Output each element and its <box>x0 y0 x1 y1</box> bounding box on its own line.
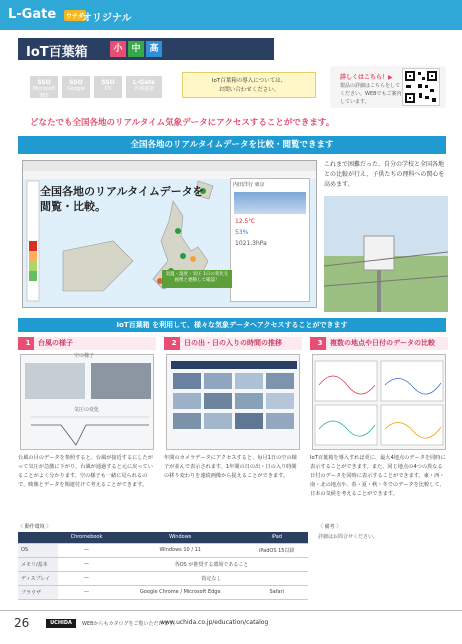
subsection-band: IoT百葉箱 を利用して、様々な気象データへアクセスすることができます <box>18 318 446 332</box>
temperature-value: 12.5℃ <box>235 218 256 225</box>
inquiry-notice: IoT百葉箱の導入については、 お問い合わせください。 <box>182 72 316 98</box>
sso-badge: L-Gate 名簿連携 <box>126 76 162 98</box>
multi-site-screenshot <box>312 354 446 450</box>
uchida-logo: UCHIDA <box>46 619 76 628</box>
pressure-label: 気圧の変化 <box>74 407 100 413</box>
level-badge-high: 高 <box>146 41 162 57</box>
station-name: 内田洋行 東京 <box>233 182 265 188</box>
spec-label: 〈 動作環境 〉 <box>18 524 52 530</box>
brand-tag: ウチダ <box>64 10 86 21</box>
weather-station-photo <box>324 196 448 312</box>
footer-divider <box>0 610 462 611</box>
catalog-link[interactable]: www.uchida.co.jp/education/catalog <box>160 619 269 626</box>
lead-text: どなたでも全国各地のリアルタイム気象データにアクセスすることができます。 <box>30 118 335 128</box>
details-text: 製品の詳細はこちらをしてください。WEBでもご案内しています。 <box>340 83 402 105</box>
sky-camera-image <box>234 192 306 214</box>
overlay-note: 気温・湿度・気圧 1日の変化を画像と連動して確認！ <box>162 270 232 288</box>
remark-text: 詳細はお問合せください。 <box>318 534 379 540</box>
qr-code-icon <box>402 68 440 106</box>
sso-badge: SSO Google <box>62 76 90 98</box>
level-badge-middle: 中 <box>128 41 144 57</box>
column-text: IoT百葉箱を導入すれば更に、最大4地点のデータを同時に表示することができます。また、同じ地点の4つの異なる日付のデータを同時に表示することができます。東・西・南・北の地点や、春・夏・秋・冬でのデータを比較して、日本の気候を考えることができます。 <box>310 455 446 497</box>
pressure-value: 1021.3hPa <box>235 240 267 247</box>
sunrise-screenshot <box>166 354 300 450</box>
column-heading: 2 日の出・日の入りの時間の推移 <box>164 337 302 350</box>
table-row: OS — Windows 10 / 11 iPadOS 15以降 <box>18 543 308 557</box>
side-description: これまで困難だった、自分の学校と全国各地との比較が行え、子供たちの理科への関心を高めます。 <box>324 161 445 188</box>
column-text: 年間のカメラデータにアクセスすると、毎月1日の空の様子が並んで表示されます。1年間の日の出・日の入り時間の移り変わりを連続画像から捉えることができます。 <box>164 455 297 479</box>
sso-badge: SSO Microsoft 365 <box>30 76 58 98</box>
table-row: ブラウザ — Google Chrome / Microsoft Edge Safari <box>18 585 308 599</box>
table-row: メモリ/基本 — 各OS が推奨する環境であること <box>18 557 308 571</box>
level-badge-small: 小 <box>110 41 126 57</box>
map-caption: 全国各地のリアルタイムデータを 閲覧・比較。 <box>40 185 204 213</box>
column-heading: 1 台風の様子 <box>18 337 156 350</box>
humidity-value: 53% <box>235 229 249 236</box>
details-link[interactable]: 詳しくはこちら！▶ <box>340 74 393 81</box>
typhoon-screenshot <box>20 354 154 450</box>
sky-label: 空の様子 <box>74 353 95 359</box>
page-number: 26 <box>14 616 30 630</box>
brand-subtitle: オリジナル <box>82 13 132 24</box>
station-panel <box>230 178 310 302</box>
sso-badge: SSO LTI <box>94 76 122 98</box>
footer-text: WEBからもカタログをご覧いただけます。 <box>82 621 179 627</box>
table-row: ディスプレイ — 指定なし <box>18 571 308 585</box>
section-band: 全国各地のリアルタイムデータを比較・閲覧できます <box>18 136 446 154</box>
column-heading: 3 複数の地点や日付のデータの比較 <box>310 337 448 350</box>
product-title: IoT百葉箱 <box>26 45 88 60</box>
column-text: 台風の目のデータを参照すると、台風が接近するにしたがって気圧が急激に下がり、台風が通過すると元に戻っていることがよく分かります。空の様子も一緒に見られるので、映像とデータを関連付けて考えることができます。 <box>18 455 153 488</box>
spec-table <box>18 532 308 600</box>
spec-header-row: Chromebook Windows iPad <box>18 532 308 543</box>
brand-logo: L-Gate <box>8 7 57 22</box>
remark-label: 〈 備考 〉 <box>318 524 342 530</box>
